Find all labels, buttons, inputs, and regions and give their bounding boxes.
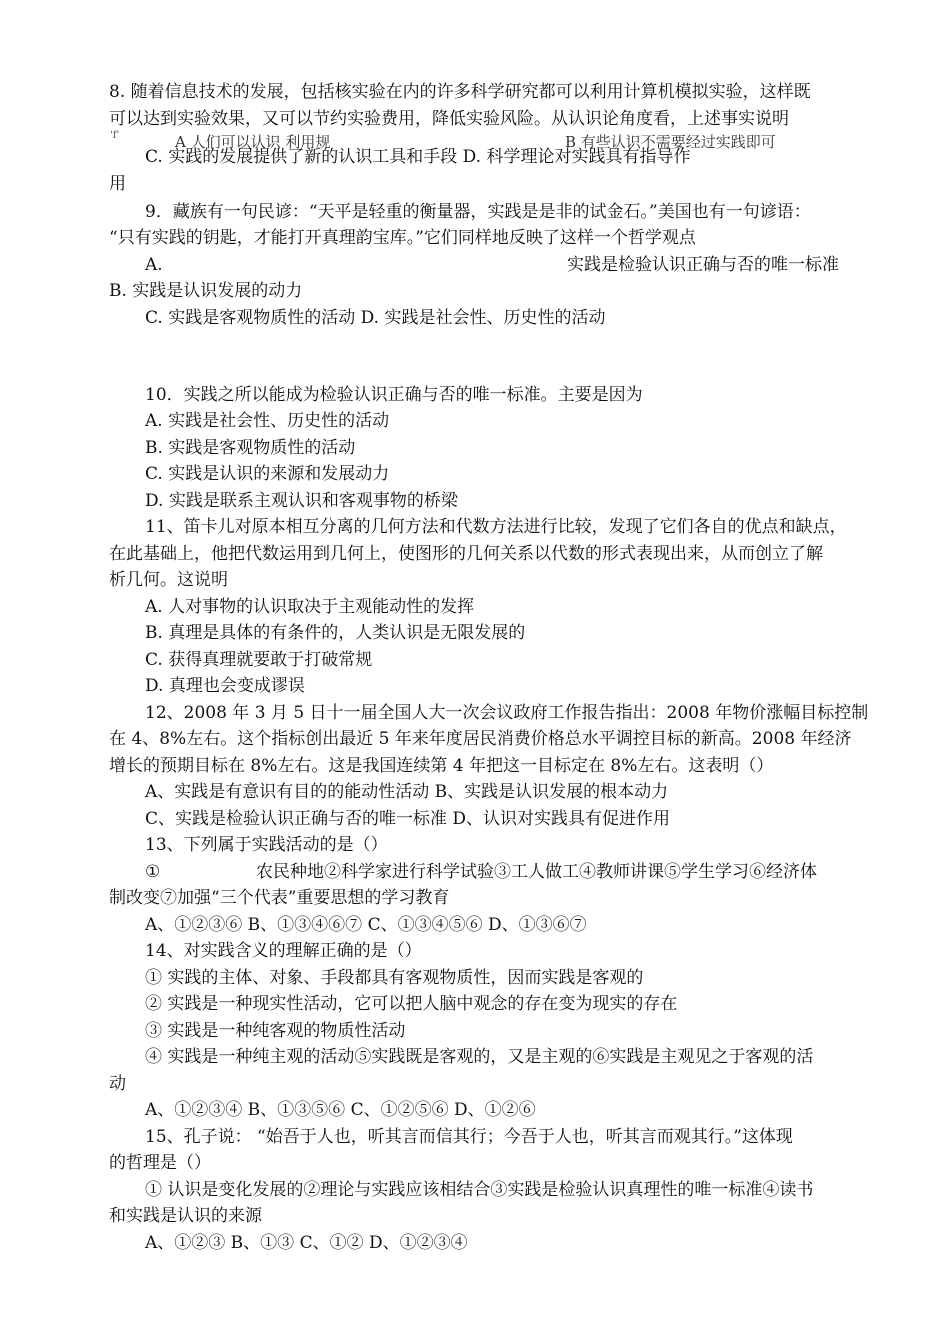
q12-stem-line1: 12、2008 年 3 月 5 日十一届全国人大一次会议政府工作报告指出：2008 年物价涨幅目标控制 <box>145 703 869 723</box>
q12-stem-line3: 增长的预期目标在 8%左右。这是我国连续第 4 年把这一目标定在 8%左右。这表明（） <box>109 756 774 776</box>
q13-item-mark: ① <box>145 862 161 882</box>
q10-option-d: D. 实践是联系主观认识和客观事物的桥梁 <box>145 491 458 511</box>
q12-option-cd: C、实践是检验认识正确与否的唯一标准 D、认识对实践具有促进作用 <box>145 809 671 829</box>
q9-option-a-text: 实践是检验认识正确与否的唯一标准 <box>567 255 839 275</box>
q8-option-cd: C. 实践的发展提供了新的认识工具和手段 D. 科学理论对实践具有指导作 <box>145 147 691 167</box>
q8-stem-line1: 8. 随着信息技术的发展，包括核实验在内的许多科学研究都可以利用计算机模拟实验，这样既 <box>109 82 811 102</box>
q9-option-cd: C. 实践是客观物质性的活动 D. 实践是社会性、历史性的活动 <box>145 308 606 328</box>
q9-stem-line2: “只有实践的钥匙，才能打开真理韵宝库。”它们同样地反映了这样一个哲学观点 <box>109 228 696 248</box>
q10-stem: 10．实践之所以能成为检验认识正确与否的唯一标准。主要是因为 <box>145 385 643 405</box>
q14-stem: 14、对实践含义的理解正确的是（） <box>145 941 422 961</box>
q8-option-b: B 有些认识不需要经过实践即可 <box>565 133 776 151</box>
q8-option-a: A 人们可以认识 利用规 <box>175 133 331 151</box>
q15-stem-line2: 的哲理是（） <box>109 1153 211 1173</box>
q11-option-c: C. 获得真理就要敢于打破常规 <box>145 650 373 670</box>
q14-item-tail: 动 <box>109 1074 126 1094</box>
q10-option-c: C. 实践是认识的来源和发展动力 <box>145 464 390 484</box>
q13-stem: 13、下列属于实践活动的是（） <box>145 835 388 855</box>
q12-option-ab: A、实践是有意识有目的的能动性活动 B、实践是认识发展的根本动力 <box>145 782 669 802</box>
q11-stem-line2: 在此基础上，他把代数运用到几何上，使图形的几何关系以代数的形式表现出来，从而创立了解 <box>109 544 823 564</box>
q10-option-b: B. 实践是客观物质性的活动 <box>145 438 356 458</box>
q11-option-a: A. 人对事物的认识取决于主观能动性的发挥 <box>145 597 475 617</box>
q14-options: A、①②③④ B、①③⑤⑥ C、①②⑤⑥ D、①②⑥ <box>145 1100 536 1120</box>
q14-item-2: ② 实践是一种现实性活动，它可以把人脑中观念的存在变为现实的存在 <box>145 994 678 1014</box>
q15-stem-line1: 15、孔子说： “始吾于人也，听其言而信其行；今吾于人也，听其言而观其行。”这体现 <box>145 1127 793 1147</box>
q13-items-line2: 制改变⑦加强“三个代表”重要思想的学习教育 <box>109 888 450 908</box>
q12-stem-line2: 在 4、8%左右。这个指标创出最近 5 年来年度居民消费价格总水平调控目标的新高。2008 年经济 <box>109 729 852 749</box>
q13-options: A、①②③⑥ B、①③④⑥⑦ C、①③④⑤⑥ D、①③⑥⑦ <box>145 915 587 935</box>
q14-item-3: ③ 实践是一种纯客观的物质性活动 <box>145 1021 406 1041</box>
q9-option-b: B. 实践是认识发展的动力 <box>109 281 303 301</box>
q11-stem-line1: 11、笛卡儿对原本相互分离的几何方法和代数方法进行比较，发现了它们各自的优点和缺点， <box>145 517 847 537</box>
q9-stem-line1: 9．藏族有一句民谚：“天平是轻重的衡量器，实践是是非的试金石。”美国也有一句谚语： <box>145 202 811 222</box>
q11-option-b: B. 真理是具体的有条件的，人类认识是无限发展的 <box>145 623 526 643</box>
q15-items-line2: 和实践是认识的来源 <box>109 1206 262 1226</box>
q15-items-line1: ① 认识是变化发展的②理论与实践应该相结合③实践是检验认识真理性的唯一标准④读书 <box>145 1180 814 1200</box>
q8-stem-line2: 可以达到实验效果，又可以节约实验费用，降低实验风险。从认识论角度看，上述事实说明 <box>109 109 789 129</box>
q11-option-d: D. 真理也会变成谬误 <box>145 676 305 696</box>
q14-item-4: ④ 实践是一种纯主观的活动⑤实践既是客观的，又是主观的⑥实践是主观见之于客观的活 <box>145 1047 814 1067</box>
q9-option-a-label: A. <box>145 255 163 275</box>
q13-items-line1: 农民种地②科学家进行科学试验③工人做工④教师讲课⑤学生学习⑥经济体 <box>256 862 817 882</box>
q8-option-d-tail: 用 <box>109 174 126 194</box>
q8-margin-mark: 'f' <box>110 130 120 141</box>
q15-options: A、①②③ B、①③ C、①② D、①②③④ <box>145 1233 468 1253</box>
q10-option-a: A. 实践是社会性、历史性的活动 <box>145 411 390 431</box>
q14-item-1: ① 实践的主体、对象、手段都具有客观物质性，因而实践是客观的 <box>145 968 644 988</box>
q11-stem-line3: 析几何。这说明 <box>109 570 228 590</box>
